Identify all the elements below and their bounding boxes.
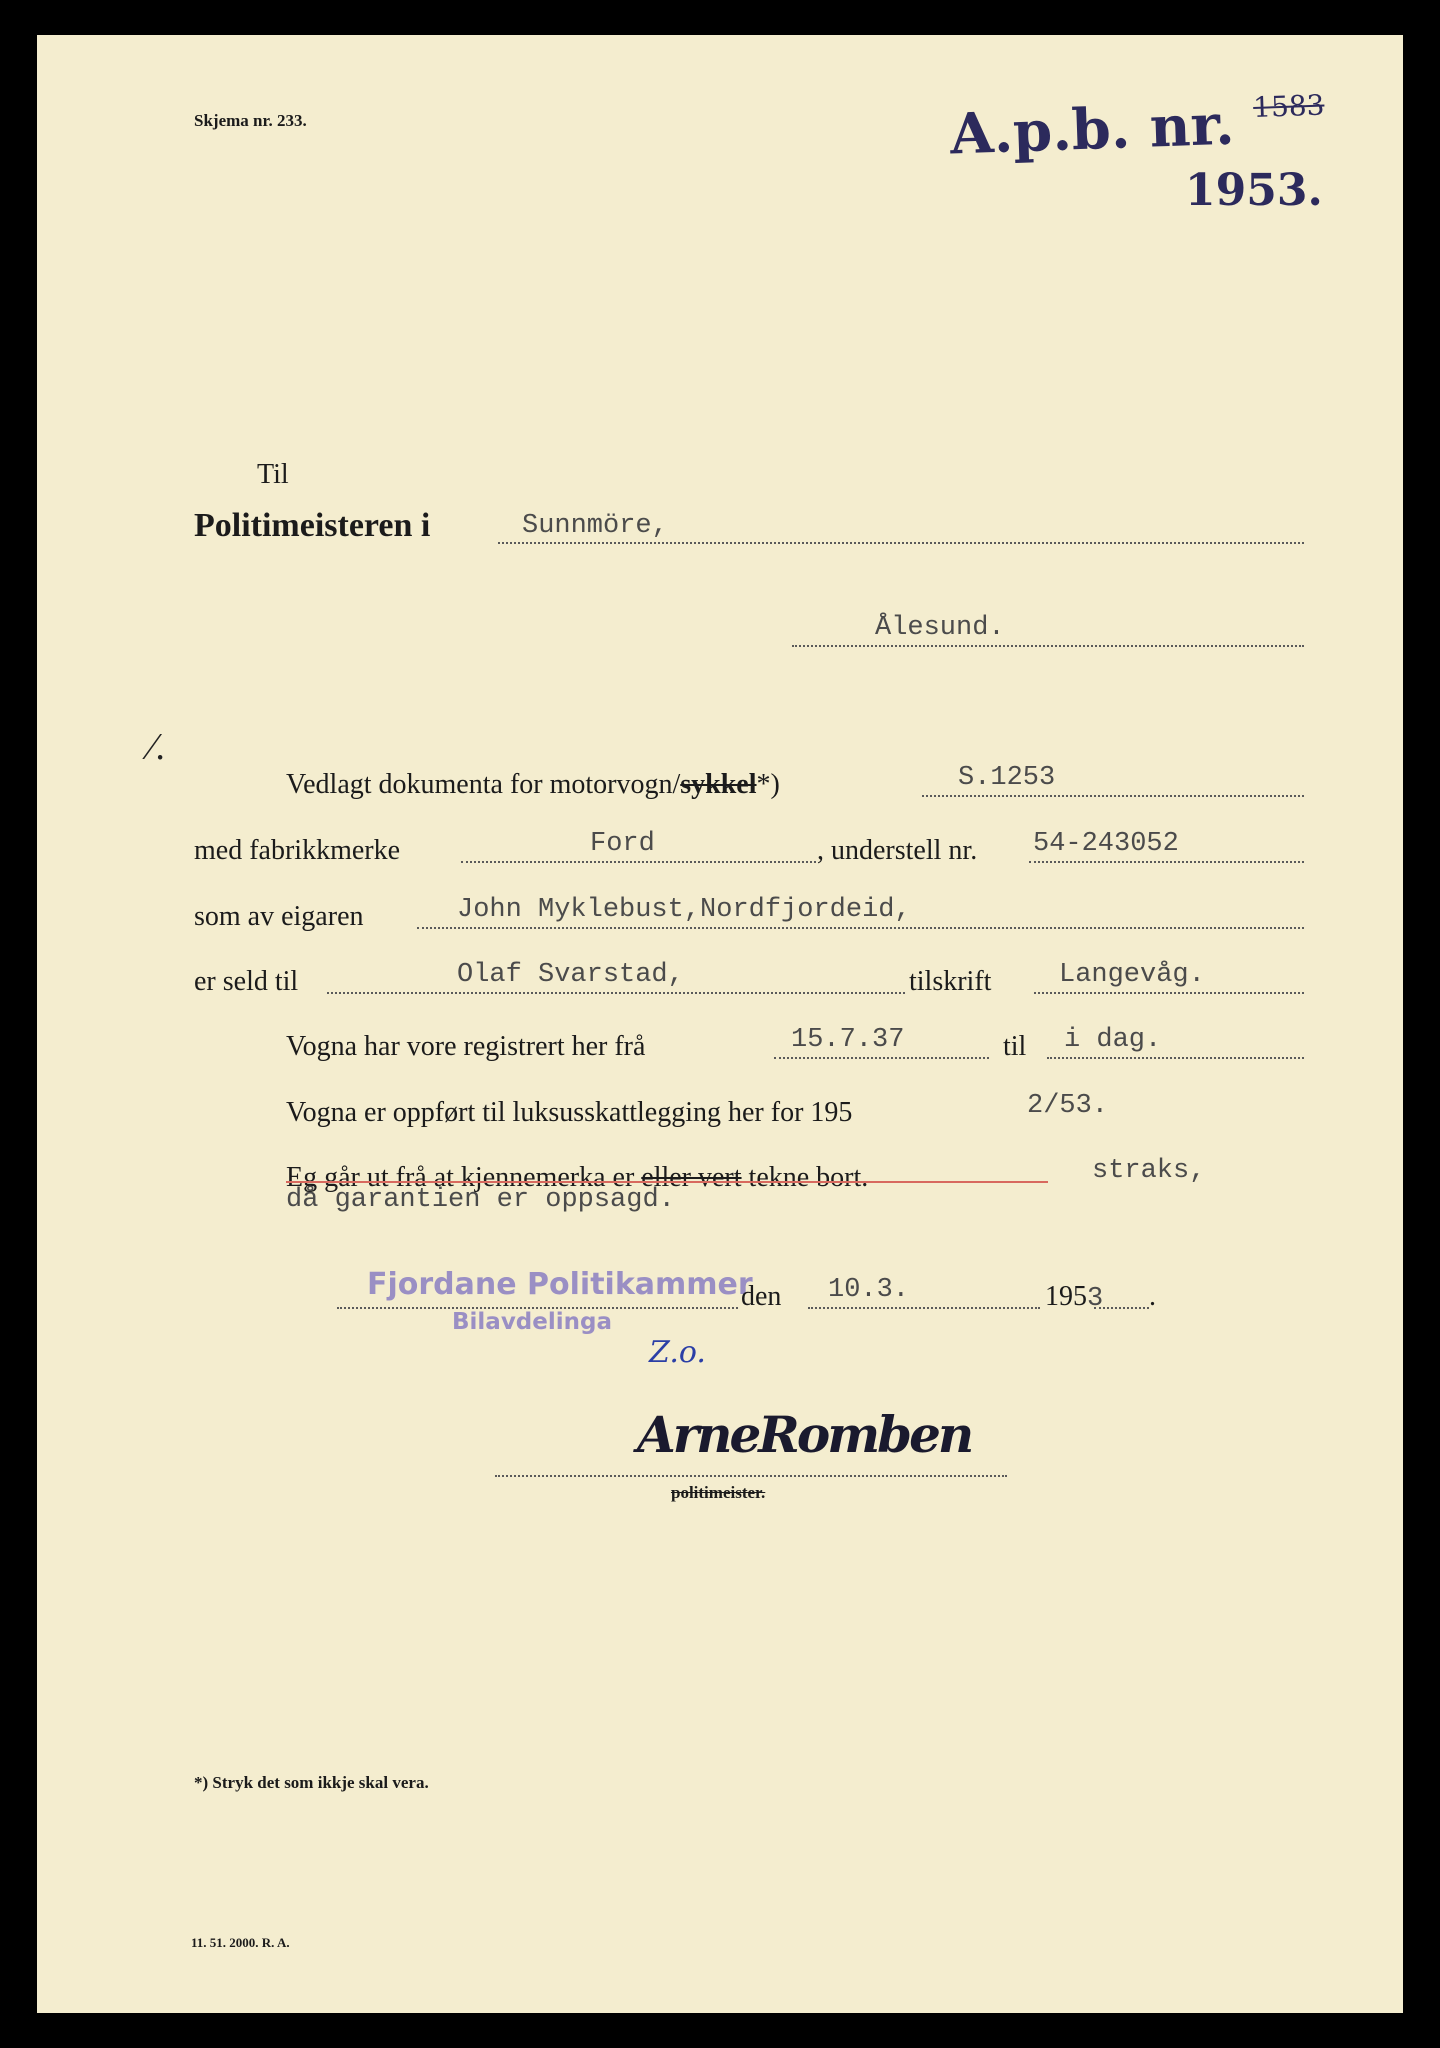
line2-label-b: , understell nr. xyxy=(817,835,978,866)
line1-text xyxy=(286,769,780,801)
line7-typed-value-2: då garantien er oppsagd. xyxy=(286,1185,675,1215)
year-line xyxy=(1094,1307,1149,1309)
police-stamp-line2: Bilavdelinga xyxy=(452,1309,613,1335)
closing-year-suffix: 3 xyxy=(1087,1284,1104,1314)
closing-year-dot: . xyxy=(1149,1281,1156,1312)
line1-suffix: *) xyxy=(756,769,780,800)
buyer-value: Olaf Svarstad, xyxy=(457,960,684,990)
line3-label: som av eigaren xyxy=(194,901,364,932)
date-value: 10.3. xyxy=(828,1275,910,1305)
document-page xyxy=(37,35,1403,2013)
line1-label: Vedlagt dokumenta for motorvogn/ xyxy=(286,769,681,800)
vehicle-reg-value: S.1253 xyxy=(958,763,1056,793)
til-label: Til xyxy=(257,459,289,490)
initials: Z.o. xyxy=(649,1335,706,1370)
registered-to-line xyxy=(1047,1057,1304,1059)
line7-typed-value: straks, xyxy=(1092,1156,1206,1186)
line1-struck: sykkel xyxy=(680,769,757,800)
print-code: 11. 51. 2000. R. A. xyxy=(191,1935,290,1950)
closing-year-prefix: 195 xyxy=(1045,1281,1087,1312)
red-strike-line xyxy=(286,1181,1048,1183)
make-value: Ford xyxy=(590,829,655,859)
buyer-line xyxy=(327,992,905,994)
recipient-label: Politimeisteren i xyxy=(194,507,431,544)
vehicle-reg-line xyxy=(922,795,1304,797)
city-value: Ålesund. xyxy=(875,613,1005,643)
apb-stamp xyxy=(949,88,1326,167)
owner-line xyxy=(417,927,1304,929)
district-value: Sunnmöre, xyxy=(522,511,668,541)
line7-part-b: tekne bort. xyxy=(748,1162,869,1193)
police-stamp-line1: Fjordane Politikammer xyxy=(367,1267,753,1302)
district-line xyxy=(498,542,1304,544)
registered-from-line xyxy=(774,1057,989,1059)
make-line xyxy=(461,861,816,863)
line7-struck: eller vert xyxy=(641,1162,742,1193)
buyer-address-value: Langevåg. xyxy=(1059,960,1205,990)
line4-label: er seld til xyxy=(194,966,299,997)
city-line xyxy=(792,645,1304,647)
line2-label: med fabrikkmerke xyxy=(194,835,401,866)
line7-part-a: Eg går ut frå at kjennemerka er xyxy=(286,1162,635,1193)
form-number: Skjema nr. 233. xyxy=(194,111,307,130)
closing-year xyxy=(1045,1281,1103,1314)
apb-stamp-year: 1953. xyxy=(1185,165,1323,216)
owner-value: John Myklebust,Nordfjordeid, xyxy=(457,895,911,925)
apb-stamp-prefix: A.p.b. nr. xyxy=(948,91,1236,168)
line5-label-b: til xyxy=(1003,1031,1027,1062)
tax-year-value: 2/53. xyxy=(1027,1091,1109,1121)
den-label: den xyxy=(741,1281,782,1312)
date-line xyxy=(808,1307,1040,1309)
line4-label-b: tilskrift xyxy=(909,966,992,997)
signature: ArneRomben xyxy=(637,1405,972,1464)
margin-mark: ⁄. xyxy=(149,726,165,768)
line6-label: Vogna er oppført til luksusskattlegging her for 195 xyxy=(286,1097,853,1128)
registered-from-value: 15.7.37 xyxy=(791,1025,905,1055)
registered-to-value: i dag. xyxy=(1064,1025,1162,1055)
chassis-value: 54-243052 xyxy=(1033,829,1179,859)
apb-stamp-struck-number: 1583 xyxy=(1252,88,1325,124)
footnote: *) Stryk det som ikkje skal vera. xyxy=(194,1773,429,1792)
line5-label: Vogna har vore registrert her frå xyxy=(286,1031,646,1062)
buyer-address-line xyxy=(1034,992,1304,994)
signatory-title: politimeister. xyxy=(671,1483,766,1502)
chassis-line xyxy=(1029,861,1304,863)
signature-line xyxy=(495,1475,1007,1477)
